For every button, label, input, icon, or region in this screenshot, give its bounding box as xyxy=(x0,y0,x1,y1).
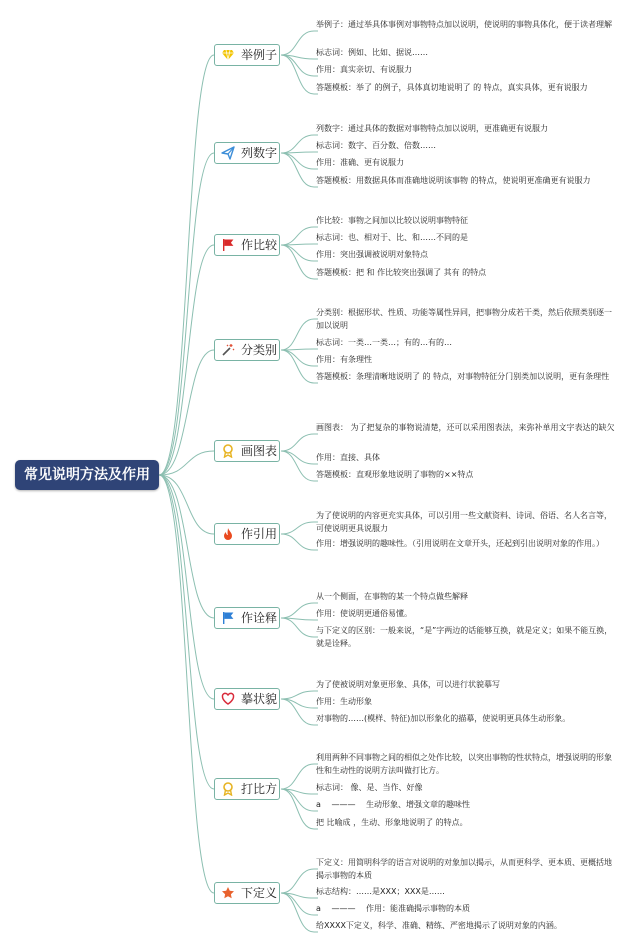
connector-line xyxy=(281,699,318,725)
connector-line xyxy=(281,55,318,94)
connector-line xyxy=(281,789,318,829)
branch-node[interactable] xyxy=(214,142,280,164)
leaf-text: 作用：准确、更有说服力 xyxy=(316,158,404,167)
leaf-text: 与下定义的区别：一般来说，“是”字两边的话能够互换，就是定义；如果不能互换，就是诠释。 xyxy=(316,626,613,648)
leaf-text: 列数字：通过具体的数据对事物特点加以说明，更准确更有说服力 xyxy=(316,124,548,133)
connector-line xyxy=(159,475,214,618)
connector-line xyxy=(281,153,318,169)
leaf-text: 答题模板：直观形象地说明了事物的××特点 xyxy=(316,470,474,479)
connector-line xyxy=(281,893,318,932)
leaf-text: 作用：突出强调被说明对象特点 xyxy=(316,250,428,259)
leaf-text: 作用：直接、具体 xyxy=(316,453,380,462)
star-icon xyxy=(221,886,235,900)
connector-line xyxy=(281,869,318,893)
branch-label: 作比较 xyxy=(241,238,278,252)
leaf-text: a ——— 作用：能准确揭示事物的本质 xyxy=(316,904,470,913)
leaf-text: 把 比喻成 ，生动、形象地说明了 的特点。 xyxy=(316,818,468,827)
branch-label: 画图表 xyxy=(241,444,278,458)
connector-line xyxy=(281,227,318,245)
connector-line xyxy=(159,475,214,893)
branch-node[interactable] xyxy=(214,339,280,361)
leaf-text: 标志词： 像、是、当作、好像 xyxy=(316,783,423,792)
leaf-text: 举例子：通过举具体事例对事物特点加以说明，使说明的事物具体化，便于读者理解 xyxy=(316,20,612,29)
magic-wand-icon xyxy=(221,343,235,357)
leaf-text: 作比较：事物之间加以比较以说明事物特征 xyxy=(316,216,468,225)
connector-line xyxy=(281,31,318,55)
blue-flag-icon xyxy=(221,611,235,625)
connector-line xyxy=(281,522,318,534)
leaf-text: 答题模板：举了 的例子，具体真切地说明了 的 特点，真实具体，更有说服力 xyxy=(316,83,588,92)
connector-line xyxy=(281,135,318,153)
branch-node[interactable] xyxy=(214,523,280,545)
branch-label: 举例子 xyxy=(241,48,278,62)
branch-node[interactable] xyxy=(214,778,280,800)
connector-line xyxy=(281,350,318,366)
connector-line xyxy=(281,434,318,451)
root-node[interactable]: 常见说明方法及作用 xyxy=(15,460,159,490)
leaf-text: 标志词：数字、百分数、倍数…… xyxy=(316,141,436,150)
leaf-text: 分类别：根据形状、性质、功能等属性异同，把事物分成若干类，然后依照类别逐一加以说明 xyxy=(316,308,612,330)
leaf-text: 对事物的……(模样、特征)加以形象化的描摹，使说明更具体生动形象。 xyxy=(316,714,571,723)
leaf-text: 标志词：一类…一类…；有的…有的… xyxy=(316,338,452,347)
branch-label: 列数字 xyxy=(241,146,278,160)
leaf-text: 下定义：用简明科学的语言对说明的对象加以揭示，从而更科学、更本质、更概括地揭示事物的本质 xyxy=(316,858,612,880)
leaf-text: a ——— 生动形象、增强文章的趣味性 xyxy=(316,800,470,809)
branch-node[interactable] xyxy=(214,688,280,710)
branch-label: 打比方 xyxy=(241,782,278,796)
leaf-text: 作用：有条理性 xyxy=(316,355,372,364)
ribbon-icon xyxy=(221,444,235,458)
leaf-text: 作用：生动形象 xyxy=(316,697,372,706)
connector-line xyxy=(159,475,214,789)
leaf-text: 标志词：例如、比如、据说…… xyxy=(316,48,428,57)
connector-line xyxy=(281,451,318,464)
branch-label: 下定义 xyxy=(241,886,278,900)
leaf-text: 答题模板：用数据具体而准确地说明该事物 的特点，使说明更准确更有说服力 xyxy=(316,176,591,185)
leaf-text: 利用两种不同事物之间的相似之处作比较，以突出事物的性状特点，增强说明的形象性和生动性的说明方法叫做打比方。 xyxy=(316,753,612,775)
leaf-text: 标志词：也、相对于、比、和……不同的是 xyxy=(316,233,468,242)
branch-node[interactable] xyxy=(214,234,280,256)
connector-line xyxy=(159,55,214,475)
connector-line xyxy=(281,55,318,76)
leaf-text: 从一个侧面，在事物的某一个特点做些解释 xyxy=(316,592,468,601)
leaf-text: 画图表： 为了把复杂的事物说清楚，还可以采用图表法，来弥补单用文字表达的缺欠 xyxy=(316,423,615,432)
leaf-text: 标志结构：……是XXX；XXX是…… xyxy=(316,887,445,896)
connector-line xyxy=(281,350,318,383)
branch-label: 摹状貌 xyxy=(241,692,278,706)
branch-node[interactable] xyxy=(214,440,280,462)
connector-line xyxy=(281,618,318,637)
leaf-text: 为了使说明的内容更充实具体，可以引用一些文献资料、诗词、俗语、名人名言等，可使说明更具说服力 xyxy=(316,511,612,533)
paper-plane-icon xyxy=(221,146,235,160)
leaf-text: 给XXXX下定义，科学、准确、精练、严密地揭示了说明对象的内涵。 xyxy=(316,921,562,930)
connector-line xyxy=(281,764,318,789)
connector-line xyxy=(281,245,318,279)
diamond-icon xyxy=(221,48,235,62)
connector-line xyxy=(281,603,318,618)
connector-line xyxy=(281,691,318,699)
connector-line xyxy=(281,153,318,187)
ribbon-icon xyxy=(221,782,235,796)
connector-line xyxy=(281,534,318,550)
heart-icon xyxy=(221,692,235,706)
branch-label: 作引用 xyxy=(241,527,278,541)
leaf-text: 作用：增强说明的趣味性。（引用说明在文章开头，还起到引出说明对象的作用。） xyxy=(316,539,604,548)
connector-line xyxy=(281,245,318,261)
branch-node[interactable] xyxy=(214,882,280,904)
connector-line xyxy=(281,451,318,481)
leaf-text: 答题模板：把 和 作比较突出强调了 其有 的特点 xyxy=(316,268,487,277)
branch-node[interactable] xyxy=(214,44,280,66)
branch-node[interactable] xyxy=(214,607,280,629)
red-flag-icon xyxy=(221,238,235,252)
leaf-text: 为了使被说明对象更形象、具体，可以进行状貌摹写 xyxy=(316,680,500,689)
branch-label: 分类别 xyxy=(241,343,278,357)
flame-icon xyxy=(221,527,235,541)
leaf-text: 作用：真实亲切、有说服力 xyxy=(316,65,412,74)
leaf-text: 作用：使说明更通俗易懂。 xyxy=(316,609,412,618)
connector-line xyxy=(159,153,214,475)
connector-line xyxy=(281,319,318,350)
leaf-text: 答题模板：条理清晰地说明了 的 特点，对事物特征分门别类加以说明，更有条理性 xyxy=(316,372,610,381)
branch-label: 作诠释 xyxy=(241,611,278,625)
